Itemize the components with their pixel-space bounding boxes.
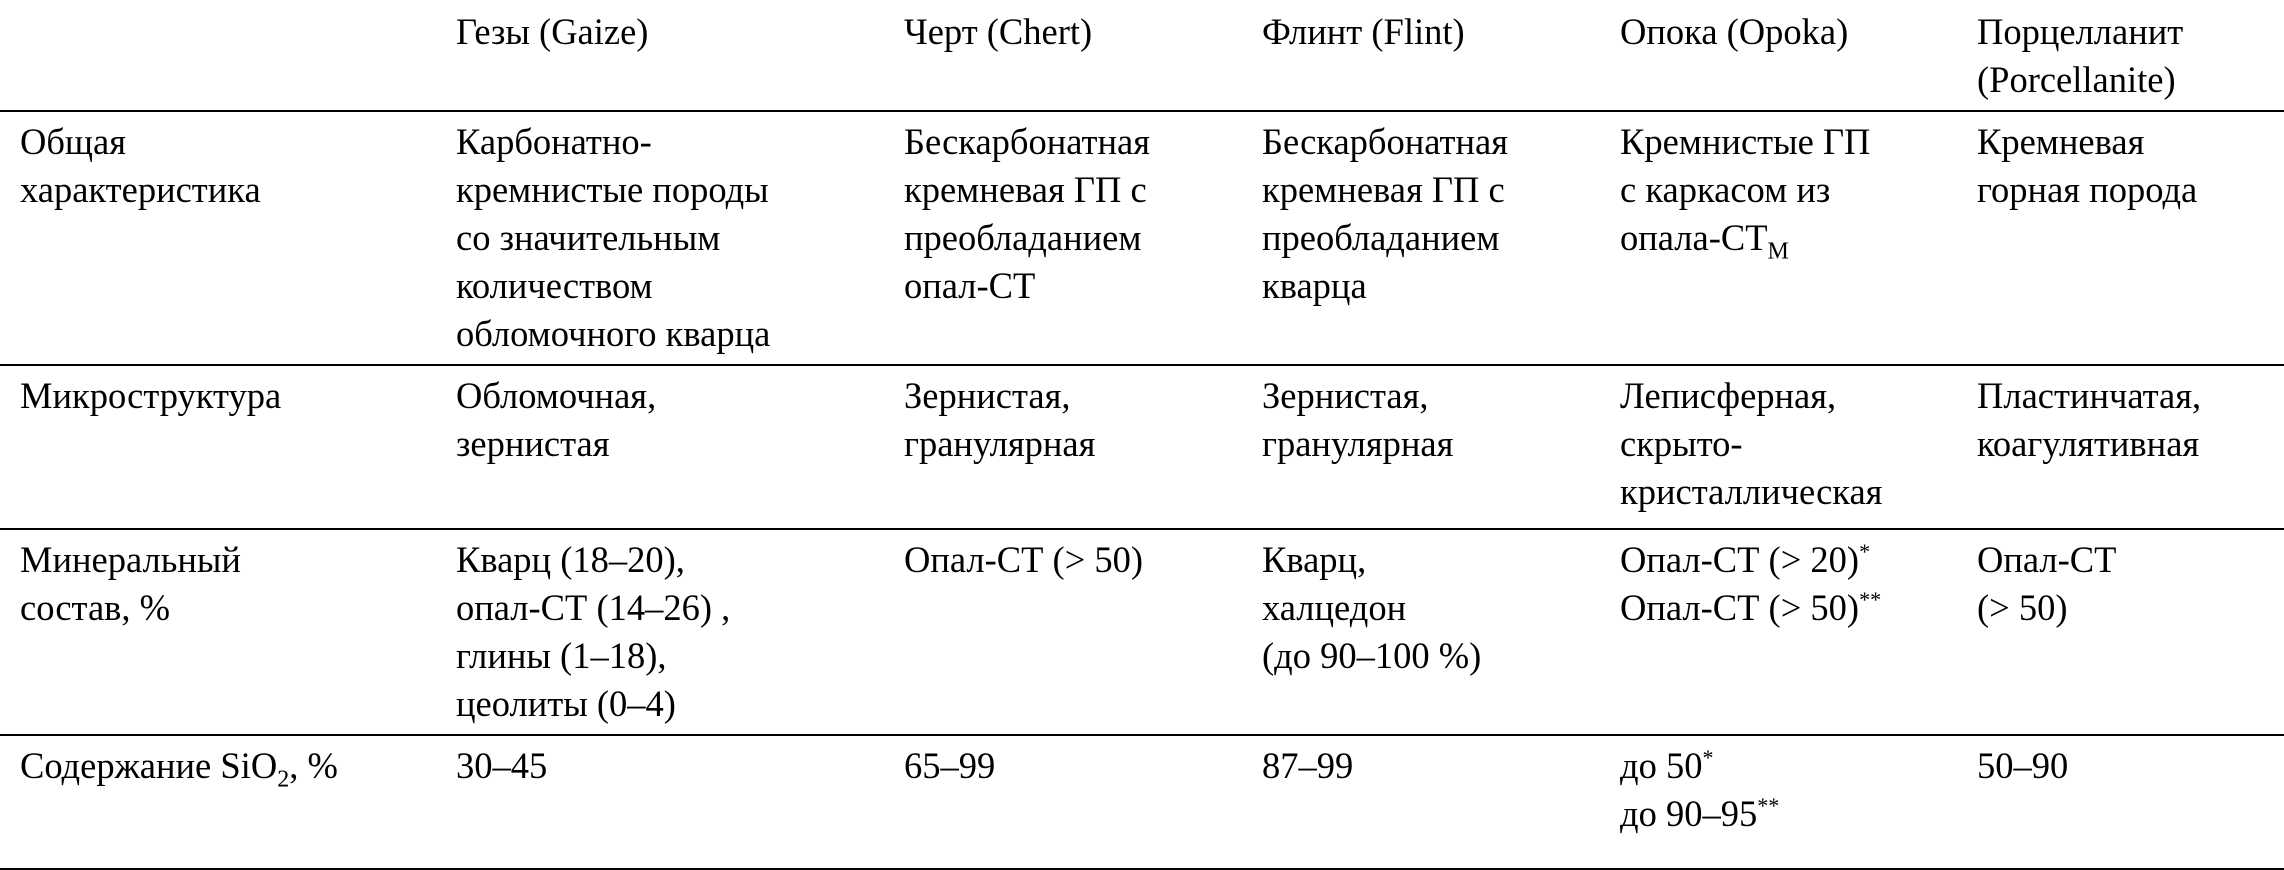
table-row-sio2	[0, 735, 2284, 869]
header-porcellanite: Порцелланит (Porcellanite)	[1977, 11, 2184, 100]
mineral-porcellanite: Опал-СТ (> 50)	[1977, 529, 2284, 735]
general-opoka-line1: Кремнистые ГП	[1620, 121, 1871, 162]
header-opoka: Опока (Opoka)	[1620, 11, 1849, 52]
header-empty-cell	[0, 0, 456, 111]
mineral-opoka-footnote-1: *	[1859, 538, 1871, 564]
general-opoka-line3-text: опала-СТ	[1620, 217, 1768, 258]
mineral-opoka-line2-text: Опал-СТ (> 50)	[1620, 587, 1860, 628]
mineral-flint: Кварц, халцедон (до 90–100 %)	[1262, 529, 1620, 735]
mineral-opoka-footnote-2: **	[1859, 586, 1882, 612]
header-flint: Флинт (Flint)	[1262, 11, 1465, 52]
table-header-row	[0, 0, 2284, 111]
sio2-flint: 87–99	[1262, 735, 1620, 869]
micro-chert: Зернистая, гранулярная	[904, 365, 1262, 529]
sio2-opoka-line1-text: до 50	[1620, 745, 1703, 786]
micro-porcellanite: Пластинчатая, коагулятивная	[1977, 365, 2284, 529]
sio2-opoka-line1	[1620, 742, 1977, 790]
general-chert: Бескарбонатная кремневая ГП с преобладанием опал-СТ	[904, 111, 1262, 365]
row-label-general: Общая характеристика	[0, 111, 456, 365]
general-opoka-subscript: М	[1767, 238, 1789, 265]
general-flint: Бескарбонатная кремневая ГП с преобладанием кварца	[1262, 111, 1620, 365]
mineral-gaize: Кварц (18–20), опал-СТ (14–26) , глины (1–18), цеолиты (0–4)	[456, 529, 904, 735]
sio2-gaize: 30–45	[456, 735, 904, 869]
mineral-opoka-line1	[1620, 536, 1977, 584]
sio2-label-unit: , %	[289, 745, 338, 786]
sio2-opoka-footnote-1: *	[1702, 744, 1714, 770]
mineral-chert: Опал-СТ (> 50)	[904, 529, 1262, 735]
table-row-general	[0, 111, 2284, 365]
mineral-opoka-line2	[1620, 584, 1977, 632]
header-gaize: Гезы (Gaize)	[456, 11, 649, 52]
sio2-label-subscript: 2	[277, 766, 290, 793]
sio2-opoka-line2-text: до 90–95	[1620, 793, 1758, 834]
table-row-microstructure	[0, 365, 2284, 529]
general-gaize: Карбонатно- кремнистые породы со значительным количеством обломочного кварца	[456, 111, 904, 365]
micro-opoka: Леписферная, скрыто- кристаллическая	[1620, 365, 1977, 529]
general-opoka-line3	[1620, 214, 1977, 265]
row-label-microstructure: Микроструктура	[0, 365, 456, 529]
sio2-opoka-footnote-2: **	[1757, 792, 1780, 818]
general-porcellanite: Кремневая горная порода	[1977, 111, 2284, 365]
micro-flint: Зернистая, гранулярная	[1262, 365, 1620, 529]
sio2-label-text: Содержание SiO	[20, 745, 278, 786]
micro-gaize: Обломочная, зернистая	[456, 365, 904, 529]
row-label-sio2	[0, 735, 456, 869]
mineral-opoka-line1-text: Опал-СТ (> 20)	[1620, 539, 1860, 580]
row-label-mineral: Минеральный состав, %	[0, 529, 456, 735]
mineral-opoka	[1620, 529, 1977, 735]
sio2-opoka	[1620, 735, 1977, 869]
header-chert: Черт (Chert)	[904, 11, 1093, 52]
general-opoka-line2: с каркасом из	[1620, 169, 1831, 210]
sio2-porcellanite: 50–90	[1977, 735, 2284, 869]
sio2-opoka-line2	[1620, 790, 1977, 838]
sio2-chert: 65–99	[904, 735, 1262, 869]
table-row-mineral	[0, 529, 2284, 735]
general-opoka	[1620, 111, 1977, 365]
